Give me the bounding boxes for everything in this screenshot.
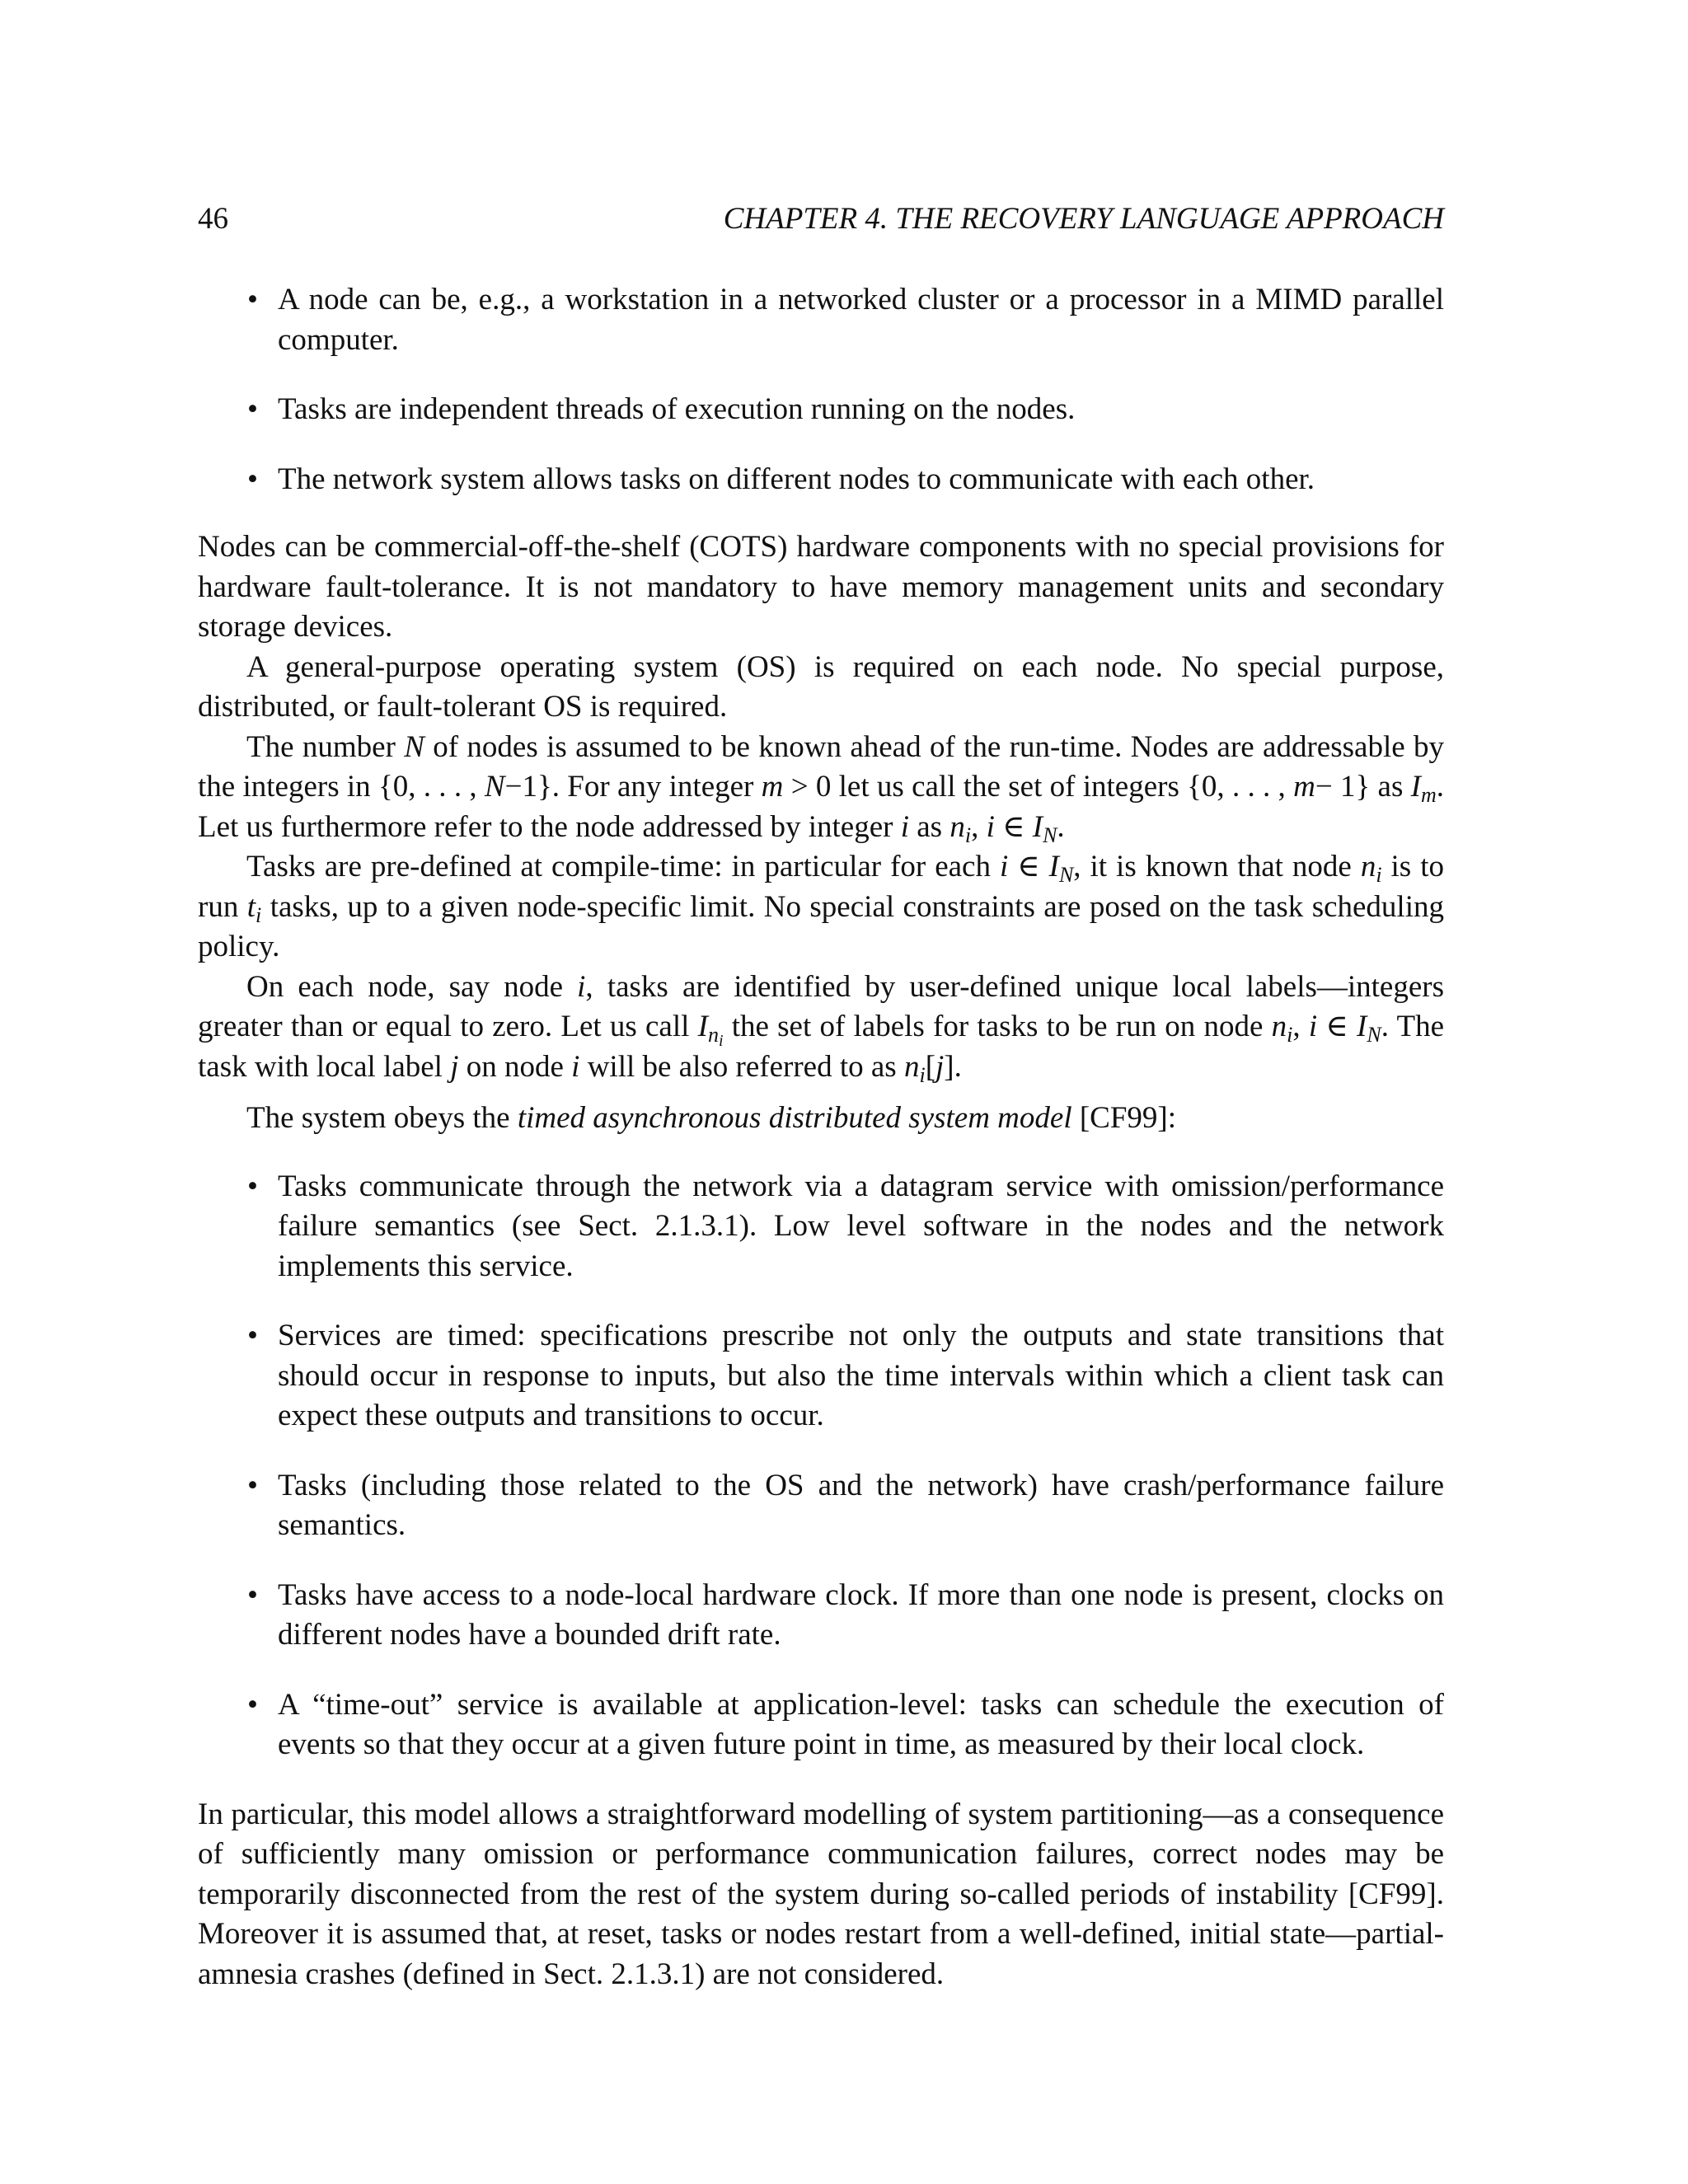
paragraph-os: A general-purpose operating system (OS) is required on each node. No special purpose, distributed, or fault-tolerant OS is required. [198, 649, 1444, 724]
paragraph-tasks: Tasks are pre-defined at compile-time: in particular for each i ∈ $I_N$, it is known that node $n_i$ is to run $t_i$ tasks, up to a given node-specific limit. No special constraints are posed on the task scheduling policy. [198, 850, 1444, 963]
list-item: • A “time-out” service is available at application-level: tasks can schedule the execution of events so that they occur at a given future point in time, as measured by their local clock. [278, 1685, 1444, 1765]
paragraph-labels: On each node, say node i, tasks are identified by user-defined unique local labels—integers greater than or equal to zero. Let us call $I_{n_i}$ the set of labels for tasks to be run on node $n_i$, i ∈ $I_N$. The task with local label j on node i will be also referred to as $n_i[j]$. [198, 969, 1445, 1087]
emphasis: timed asynchronous distributed system model [517, 1101, 1072, 1135]
list-item: • A node can be, e.g., a workstation in a networked cluster or a processor in a MIMD parallel computer. [278, 280, 1444, 360]
paragraph-model: The system obeys the timed asynchronous distributed system model [CF99]: [246, 1101, 1177, 1135]
assumption-list [198, 280, 1444, 499]
running-title: CHAPTER 4. THE RECOVERY LANGUAGE APPROACH [723, 202, 1444, 236]
page-number: 46 [198, 202, 228, 236]
list-item: • The network system allows tasks on different nodes to communicate with each other. [278, 460, 1444, 500]
list-item: • Tasks (including those related to the OS and the network) have crash/performance failure semantics. [278, 1466, 1444, 1546]
body-text [198, 280, 1444, 1994]
paragraph-nodes: Nodes can be commercial-off-the-shelf (COTS) hardware components with no special provisions for hardware fault-tolerance. It is not mandatory to have memory management units and secondary storage devices. [198, 530, 1444, 644]
paragraph-partitioning: In particular, this model allows a straightforward modelling of system partitioning—as a consequence of sufficiently many omission or performance communication failures, correct nodes may be temporarily disconnected from the rest of the system during so-called periods of instability [CF99]. Moreover it is assumed that, at reset, tasks or nodes restart from a well-defined, initial state—partial-amnesia crashes (defined in Sect. 2.1.3.1) are not considered. [198, 1797, 1444, 1991]
paragraph-node-count: The number N of nodes is assumed to be known ahead of the run-time. Nodes are addressable by the integers in {0, . . . , N−1}. For any integer m > 0 let us call the set of integers {0, . . . , m− 1} as $I_m$. Let us furthermore refer to the node addressed by integer i as $n_i$, i ∈ $I_N$. [198, 729, 1444, 847]
model-list [198, 1167, 1444, 1765]
list-item: • Tasks are independent threads of execution running on the nodes. [278, 390, 1444, 430]
list-item: • Services are timed: specifications prescribe not only the outputs and state transitions that should occur in response to inputs, but also the time intervals within which a client task can expect these outputs and transitions to occur. [278, 1316, 1444, 1436]
list-item: • Tasks have access to a node-local hardware clock. If more than one node is present, clocks on different nodes have a bounded drift rate. [278, 1576, 1444, 1656]
list-item: • Tasks communicate through the network via a datagram service with omission/performance failure semantics (see Sect. 2.1.3.1). Low level software in the nodes and the network implements this service. [278, 1167, 1444, 1287]
